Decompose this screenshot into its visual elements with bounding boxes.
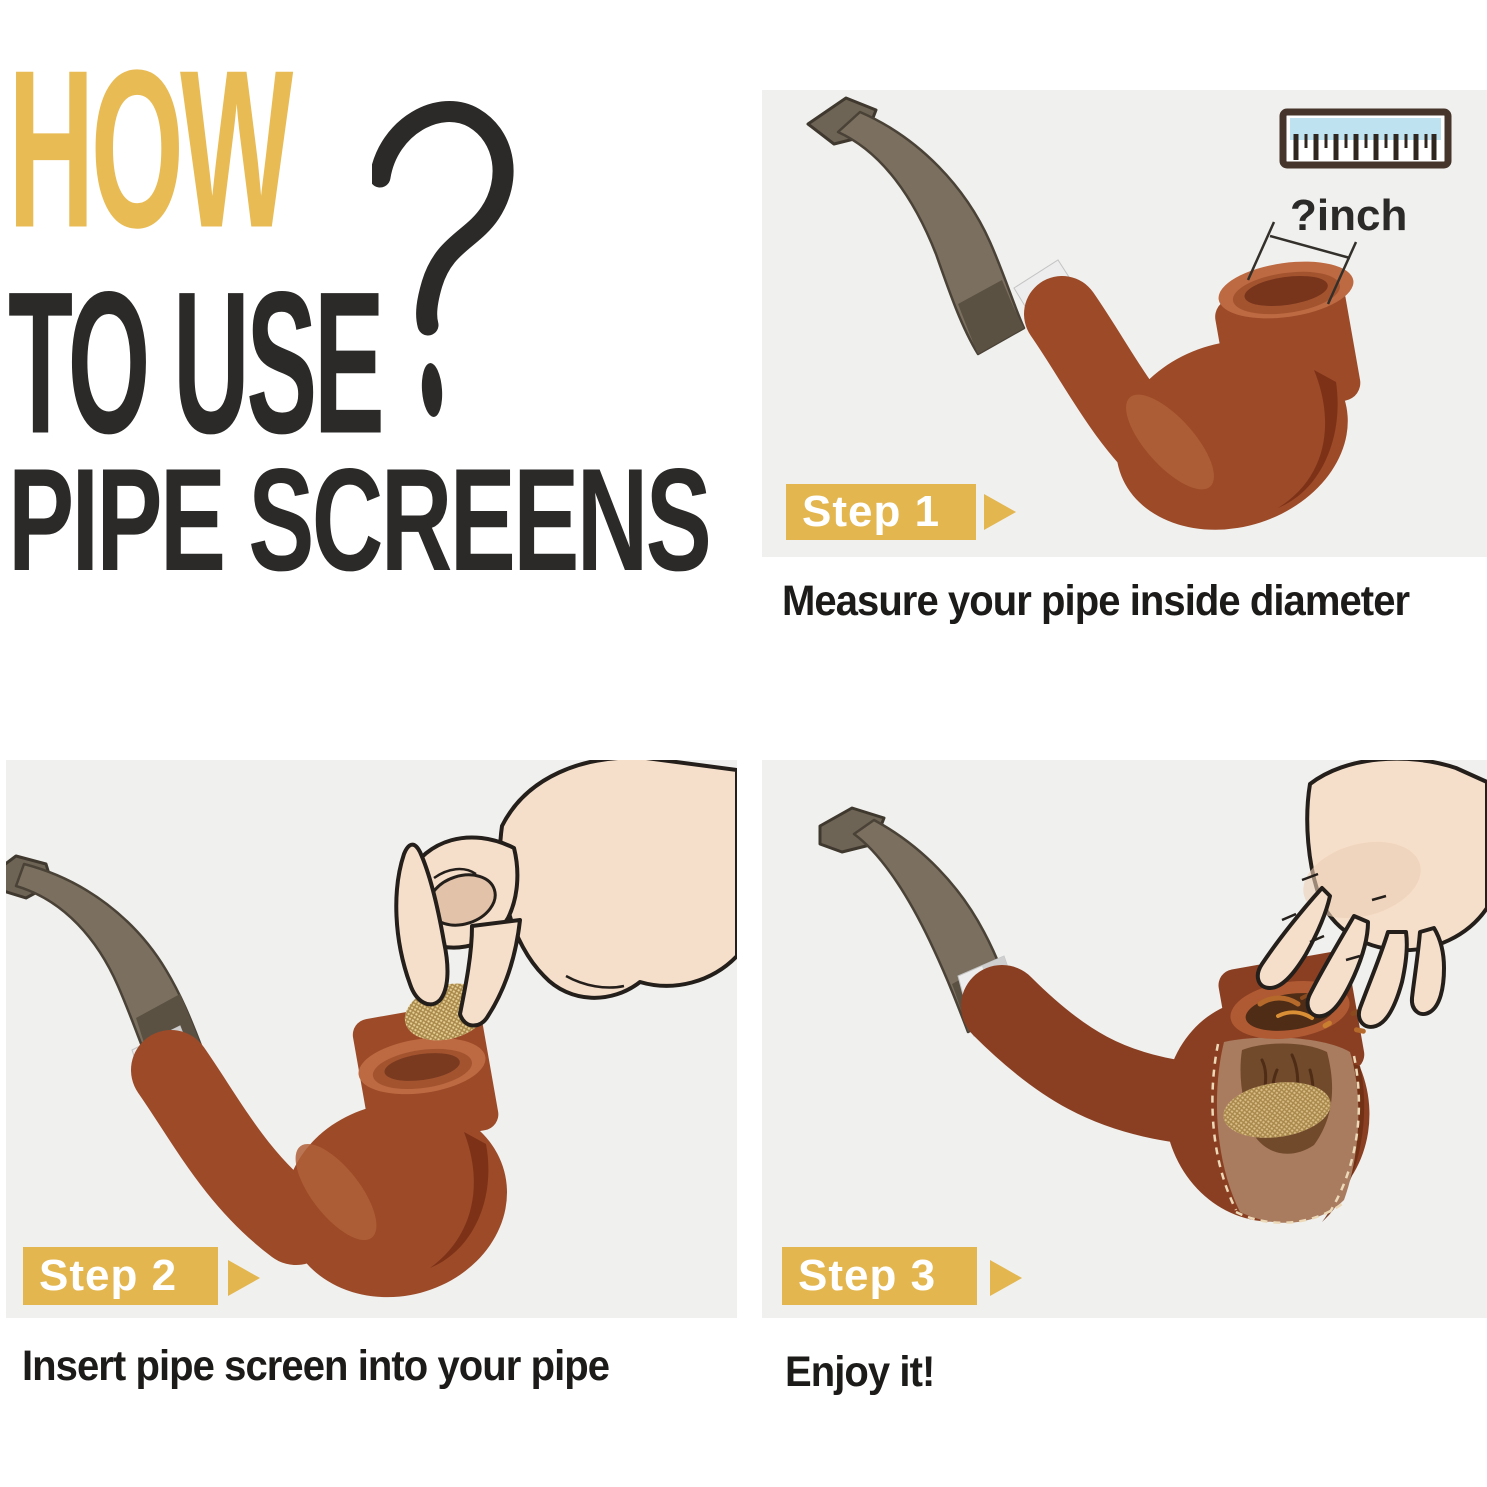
step1-panel (762, 90, 1487, 557)
ruler-icon (1283, 112, 1448, 165)
title-line-to-use: TO USE (8, 248, 382, 476)
step3-panel (762, 760, 1487, 1318)
pipe-shank (1002, 1006, 1182, 1102)
step3-badge: Step 3 (782, 1247, 977, 1305)
hand-palm (500, 760, 737, 998)
step3-illustration (762, 760, 1487, 1318)
step3-caption: Enjoy it! (785, 1348, 935, 1396)
step1-caption: Measure your pipe inside diameter (782, 577, 1410, 625)
title-line-pipe-screens: PIPE SCREENS (8, 438, 710, 601)
step2-panel (6, 760, 737, 1318)
arrow-right-icon (990, 1260, 1022, 1296)
step1-badge: Step 1 (786, 484, 976, 540)
inch-annotation: ?inch (1290, 191, 1408, 240)
title-line-how: HOW (8, 22, 290, 275)
arrow-right-icon (984, 494, 1016, 530)
hand (402, 760, 737, 998)
question-mark-icon (372, 92, 522, 422)
pipe-shank (171, 1070, 296, 1225)
step2-illustration (6, 760, 737, 1318)
arrow-right-icon (228, 1260, 260, 1296)
step2-badge: Step 2 (23, 1247, 218, 1305)
step2-caption: Insert pipe screen into your pipe (22, 1342, 610, 1390)
